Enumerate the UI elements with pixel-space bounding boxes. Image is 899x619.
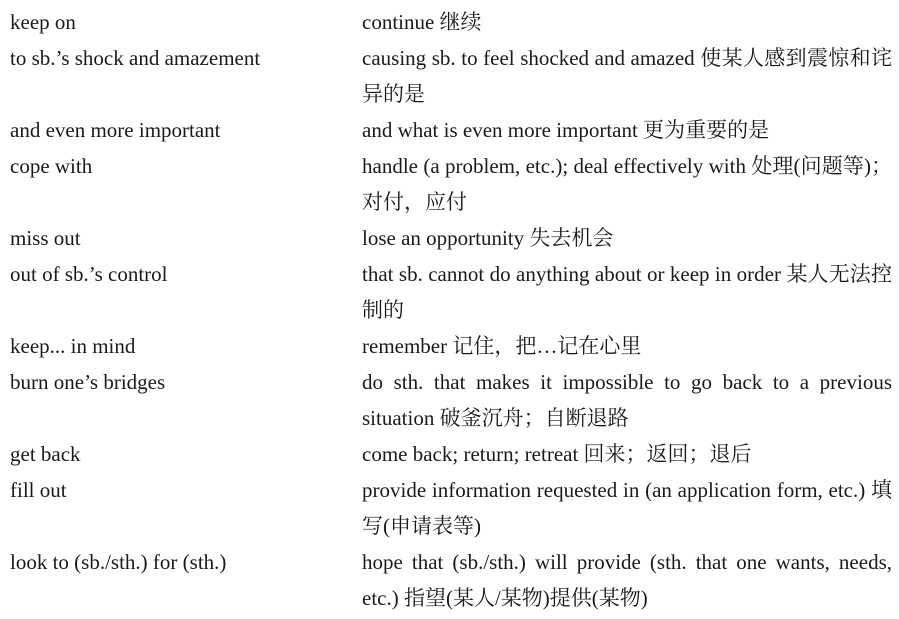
entry-term: miss out [10, 226, 81, 250]
glossary-entry [0, 148, 899, 220]
entry-definition: handle (a problem, etc.); deal effectively with 处理(问题等)；对付，应付 [362, 154, 892, 214]
entry-term: get back [10, 442, 81, 466]
entry-definition: hope that (sb./sth.) will provide (sth. that one wants, needs, etc.) 指望(某人/某物)提供(某物) [362, 550, 892, 610]
glossary-entry [0, 40, 899, 112]
entry-definition: provide information requested in (an application form, etc.) 填写(申请表等) [362, 478, 892, 538]
entry-term: and even more important [10, 118, 221, 142]
entry-definition: causing sb. to feel shocked and amazed 使某人感到震惊和诧异的是 [362, 46, 892, 106]
entry-definition: lose an opportunity 失去机会 [362, 226, 614, 250]
glossary-entry [0, 436, 899, 472]
entry-definition: continue 继续 [362, 10, 482, 34]
entry-term: fill out [10, 478, 67, 502]
glossary-entry [0, 328, 899, 364]
glossary-entry [0, 4, 899, 40]
entry-term: burn one’s bridges [10, 370, 166, 394]
entry-term: to sb.’s shock and amazement [10, 46, 261, 70]
entry-definition: and what is even more important 更为重要的是 [362, 118, 770, 142]
glossary-entry [0, 112, 899, 148]
entry-term: keep on [10, 10, 76, 34]
glossary-entry [0, 256, 899, 328]
glossary-entry [0, 472, 899, 544]
entry-term: keep... in mind [10, 334, 136, 358]
entry-definition: do sth. that makes it impossible to go back to a previous situation 破釜沉舟；自断退路 [362, 370, 892, 430]
entry-definition: remember 记住，把…记在心里 [362, 334, 642, 358]
glossary-entry [0, 544, 899, 616]
entry-term: look to (sb./sth.) for (sth.) [10, 550, 227, 574]
entry-term: cope with [10, 154, 93, 178]
glossary-entry [0, 220, 899, 256]
entry-definition: come back; return; retreat 回来；返回；退后 [362, 442, 752, 466]
entry-term: out of sb.’s control [10, 262, 168, 286]
entry-definition: that sb. cannot do anything about or keep in order 某人无法控制的 [362, 262, 892, 322]
glossary-entry [0, 364, 899, 436]
